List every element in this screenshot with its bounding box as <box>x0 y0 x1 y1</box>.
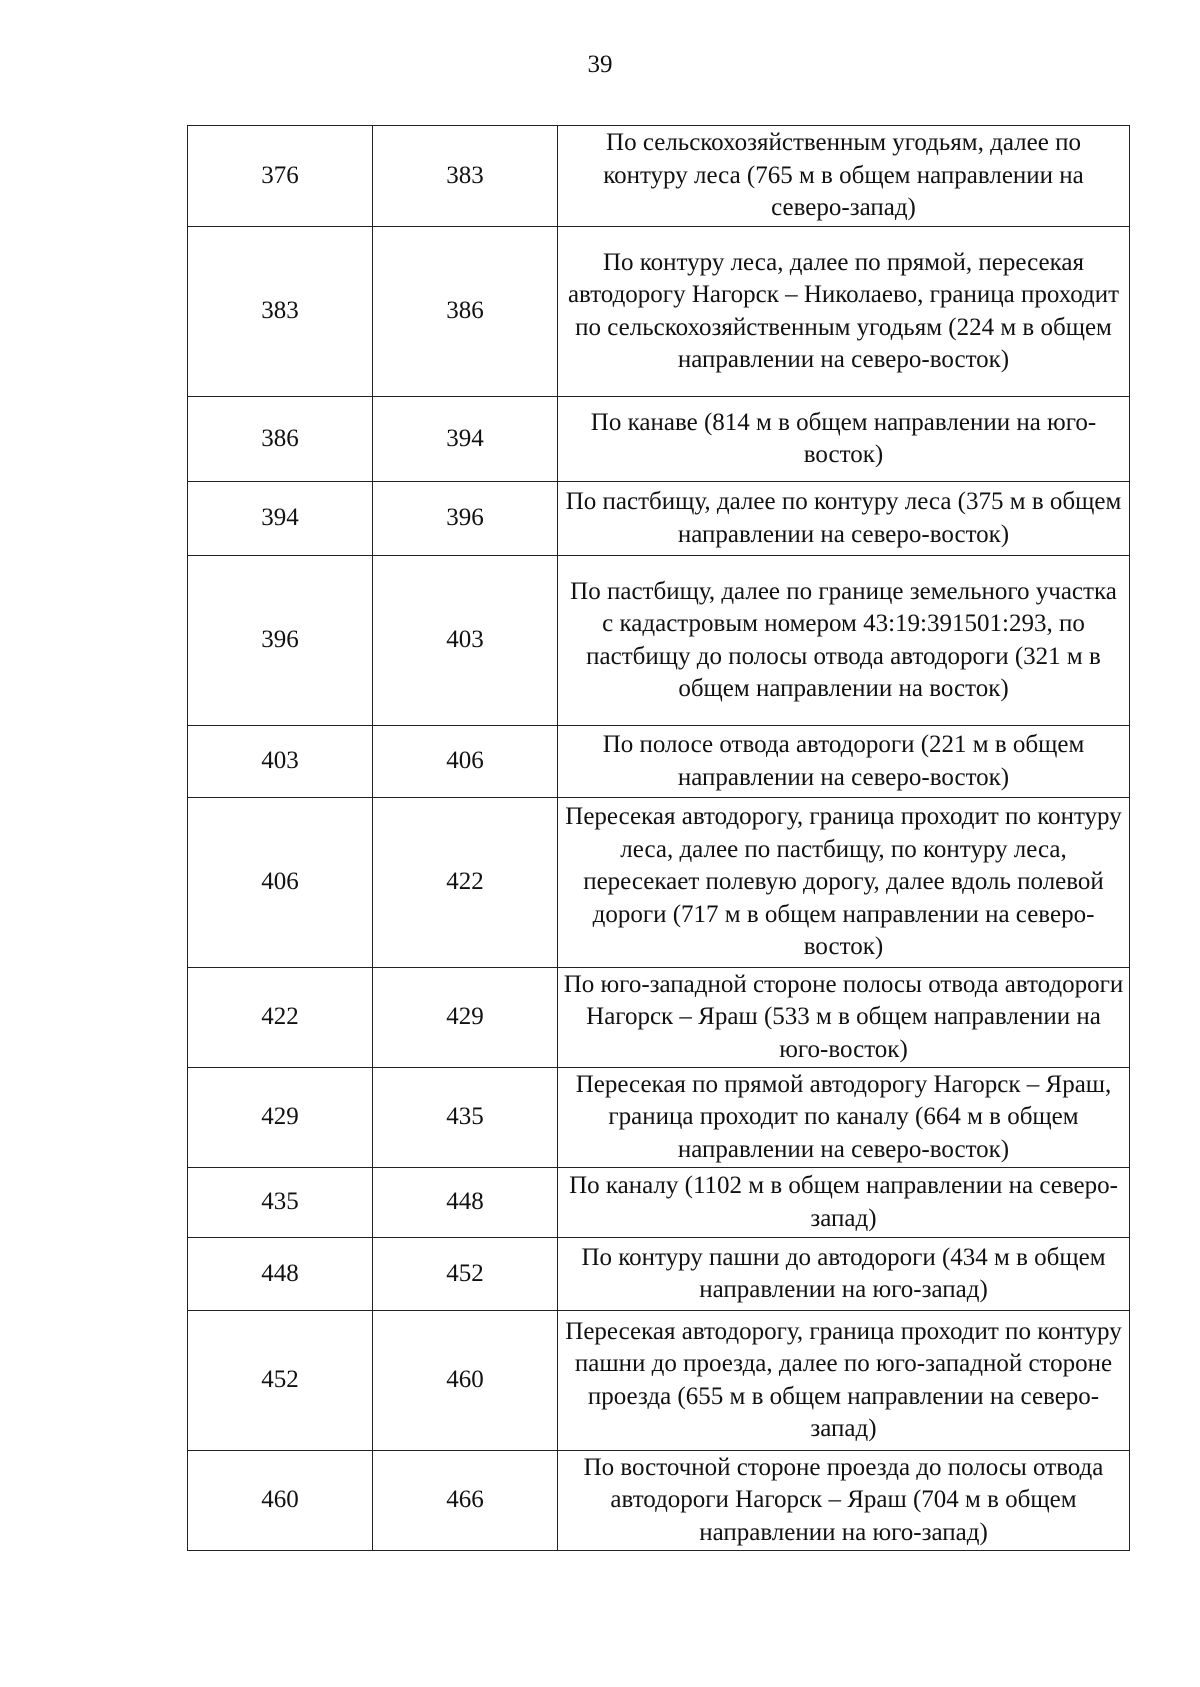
description-cell: По контуру пашни до автодороги (434 м в общем направлении на юго-запад) <box>558 1238 1130 1311</box>
to-point-cell: 396 <box>373 482 558 556</box>
to-point-cell: 429 <box>373 968 558 1068</box>
to-point-cell: 466 <box>373 1451 558 1551</box>
table-row <box>188 397 1130 482</box>
from-point-cell: 396 <box>188 556 373 726</box>
description-cell: По пастбищу, далее по контуру леса (375 м в общем направлении на северо-восток) <box>558 482 1130 556</box>
from-point-cell: 452 <box>188 1311 373 1451</box>
from-point-cell: 422 <box>188 968 373 1068</box>
to-point-cell: 394 <box>373 397 558 482</box>
table-row <box>188 1311 1130 1451</box>
boundary-description-table <box>187 125 1130 1551</box>
description-cell: По юго-западной стороне полосы отвода автодороги Нагорск – Яраш (533 м в общем направлении на юго-восток) <box>558 968 1130 1068</box>
from-point-cell: 394 <box>188 482 373 556</box>
description-cell: Пересекая автодорогу, граница проходит по контуру пашни до проезда, далее по юго-западной стороне проезда (655 м в общем направлении на северо-запад) <box>558 1311 1130 1451</box>
table-row <box>188 968 1130 1068</box>
from-point-cell: 406 <box>188 798 373 968</box>
from-point-cell: 448 <box>188 1238 373 1311</box>
description-cell: По полосе отвода автодороги (221 м в общем направлении на северо-восток) <box>558 726 1130 798</box>
to-point-cell: 386 <box>373 227 558 397</box>
description-cell: Пересекая по прямой автодорогу Нагорск – Яраш, граница проходит по каналу (664 м в общем направлении на северо-восток) <box>558 1068 1130 1168</box>
to-point-cell: 448 <box>373 1168 558 1238</box>
description-cell: Пересекая автодорогу, граница проходит по контуру леса, далее по пастбищу, по контуру леса, пересекает полевую дорогу, далее вдоль полевой дороги (717 м в общем направлении на северо-восток) <box>558 798 1130 968</box>
table-row <box>188 482 1130 556</box>
table-row <box>188 1238 1130 1311</box>
from-point-cell: 460 <box>188 1451 373 1551</box>
description-cell: По пастбищу, далее по границе земельного участка с кадастровым номером 43:19:391501:293, по пастбищу до полосы отвода автодороги (321 м в общем направлении на восток) <box>558 556 1130 726</box>
to-point-cell: 422 <box>373 798 558 968</box>
to-point-cell: 435 <box>373 1068 558 1168</box>
description-cell: По восточной стороне проезда до полосы отвода автодороги Нагорск – Яраш (704 м в общем направлении на юго-запад) <box>558 1451 1130 1551</box>
table-row <box>188 726 1130 798</box>
from-point-cell: 435 <box>188 1168 373 1238</box>
table-row <box>188 556 1130 726</box>
description-cell: По канаве (814 м в общем направлении на юго-восток) <box>558 397 1130 482</box>
from-point-cell: 383 <box>188 227 373 397</box>
from-point-cell: 429 <box>188 1068 373 1168</box>
table-row <box>188 1168 1130 1238</box>
table-row <box>188 798 1130 968</box>
table-row <box>188 126 1130 227</box>
table-row <box>188 1068 1130 1168</box>
to-point-cell: 460 <box>373 1311 558 1451</box>
table-row <box>188 227 1130 397</box>
from-point-cell: 403 <box>188 726 373 798</box>
to-point-cell: 452 <box>373 1238 558 1311</box>
to-point-cell: 383 <box>373 126 558 227</box>
table-row <box>188 1451 1130 1551</box>
to-point-cell: 406 <box>373 726 558 798</box>
from-point-cell: 376 <box>188 126 373 227</box>
description-cell: По сельскохозяйственным угодьям, далее по контуру леса (765 м в общем направлении на северо-запад) <box>558 126 1130 227</box>
description-cell: По каналу (1102 м в общем направлении на северо-запад) <box>558 1168 1130 1238</box>
to-point-cell: 403 <box>373 556 558 726</box>
from-point-cell: 386 <box>188 397 373 482</box>
description-cell: По контуру леса, далее по прямой, пересекая автодорогу Нагорск – Николаево, граница проходит по сельскохозяйственным угодьям (224 м в общем направлении на северо-восток) <box>558 227 1130 397</box>
page-number: 39 <box>587 51 613 78</box>
